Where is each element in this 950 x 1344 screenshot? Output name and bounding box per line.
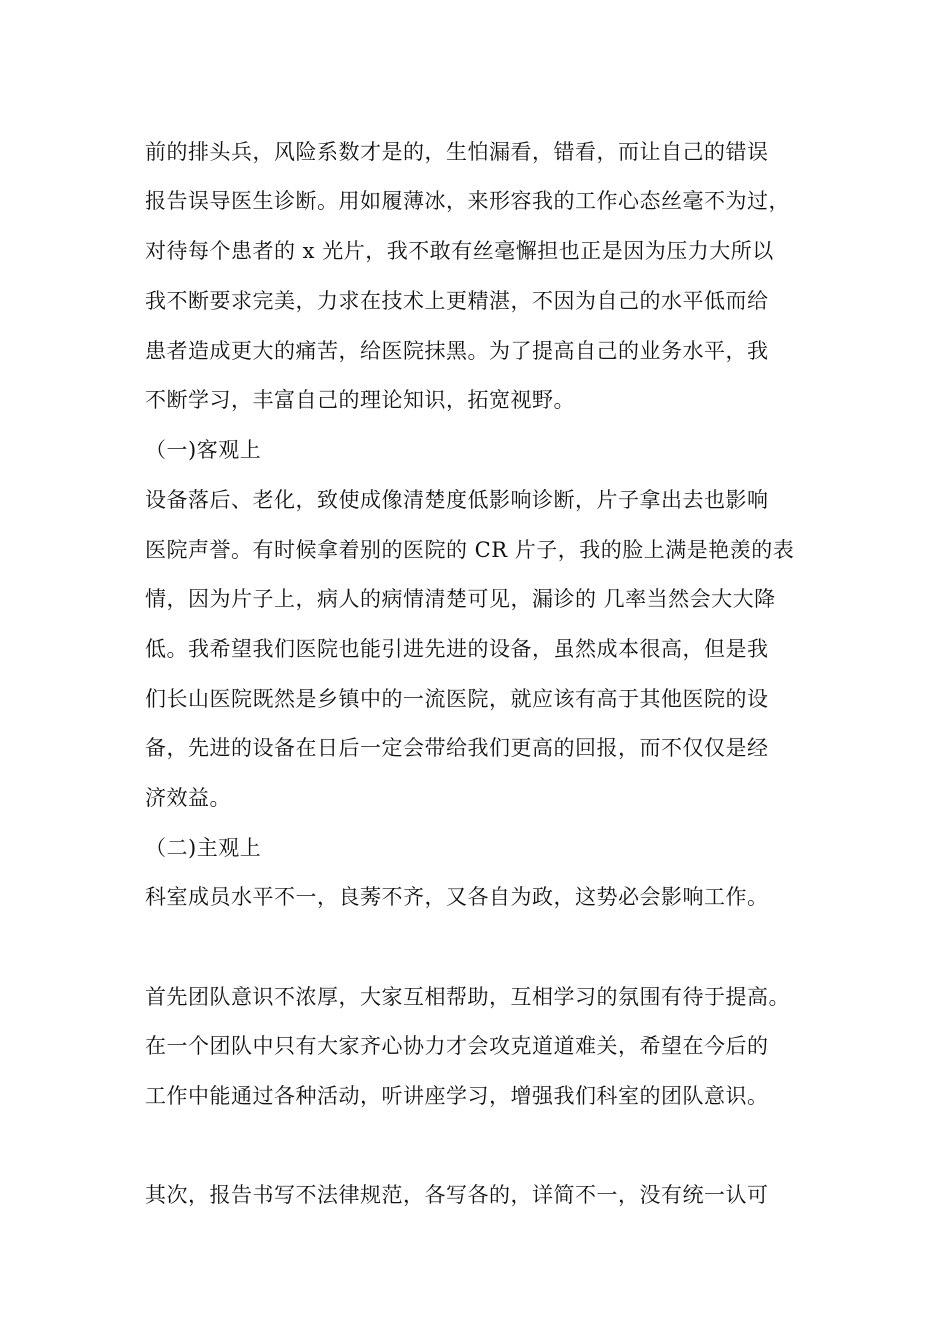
paragraph-line: 医院声誉。有时候拿着别的医院的 CR 片子，我的脸上满是艳羡的表 — [145, 538, 795, 562]
paragraph-line: 在一个团队中只有大家齐心协力才会攻克道道难关，希望在今后的 — [145, 1034, 769, 1058]
paragraph-line: 前的排头兵，风险系数才是的，生怕漏看，错看，而让自己的错误 — [145, 140, 769, 164]
paragraph-line: 备，先进的设备在日后一定会带给我们更高的回报，而不仅仅是经 — [145, 736, 769, 760]
paragraph-line: 首先团队意识不浓厚，大家互相帮助，互相学习的氛围有待于提高。 — [145, 985, 790, 1009]
paragraph-line: 情，因为片子上，病人的病情清楚可见，漏诊的 几率当然会大大降 — [145, 587, 776, 611]
paragraph-line: 患者造成更大的痛苦，给医院抹黑。为了提高自己的业务水平，我 — [145, 339, 769, 363]
paragraph-line: 我不断要求完美，力求在技术上更精湛，不因为自己的水平低而给 — [145, 289, 769, 313]
paragraph-line: 低。我希望我们医院也能引进先进的设备，虽然成本很高，但是我 — [145, 637, 769, 661]
paragraph-line: 其次，报告书写不法律规范，各写各的，详简不一，没有统一认可 — [145, 1183, 769, 1207]
section-heading: （二)主观上 — [145, 836, 262, 860]
paragraph-line: 报告误导医生诊断。用如履薄冰，来形容我的工作心态丝毫不为过， — [145, 189, 790, 213]
paragraph-line: 工作中能通过各种活动，听讲座学习，增强我们科室的团队意识。 — [145, 1084, 769, 1108]
section-heading: （一)客观上 — [145, 438, 262, 462]
paragraph-line: 设备落后、老化，致使成像清楚度低影响诊断，片子拿出去也影响 — [145, 488, 769, 512]
paragraph-line: 对待每个患者的 x 光片，我不敢有丝毫懈担也正是因为压力大所以 — [145, 239, 774, 263]
paragraph-line: 济效益。 — [145, 786, 231, 810]
paragraph-line: 不断学习，丰富自己的理论知识，拓宽视野。 — [145, 388, 575, 412]
paragraph-line: 们长山医院既然是乡镇中的一流医院，就应该有高于其他医院的设 — [145, 687, 769, 711]
paragraph-line: 科室成员水平不一，良莠不齐，又各自为政，这势必会影响工作。 — [145, 885, 769, 909]
